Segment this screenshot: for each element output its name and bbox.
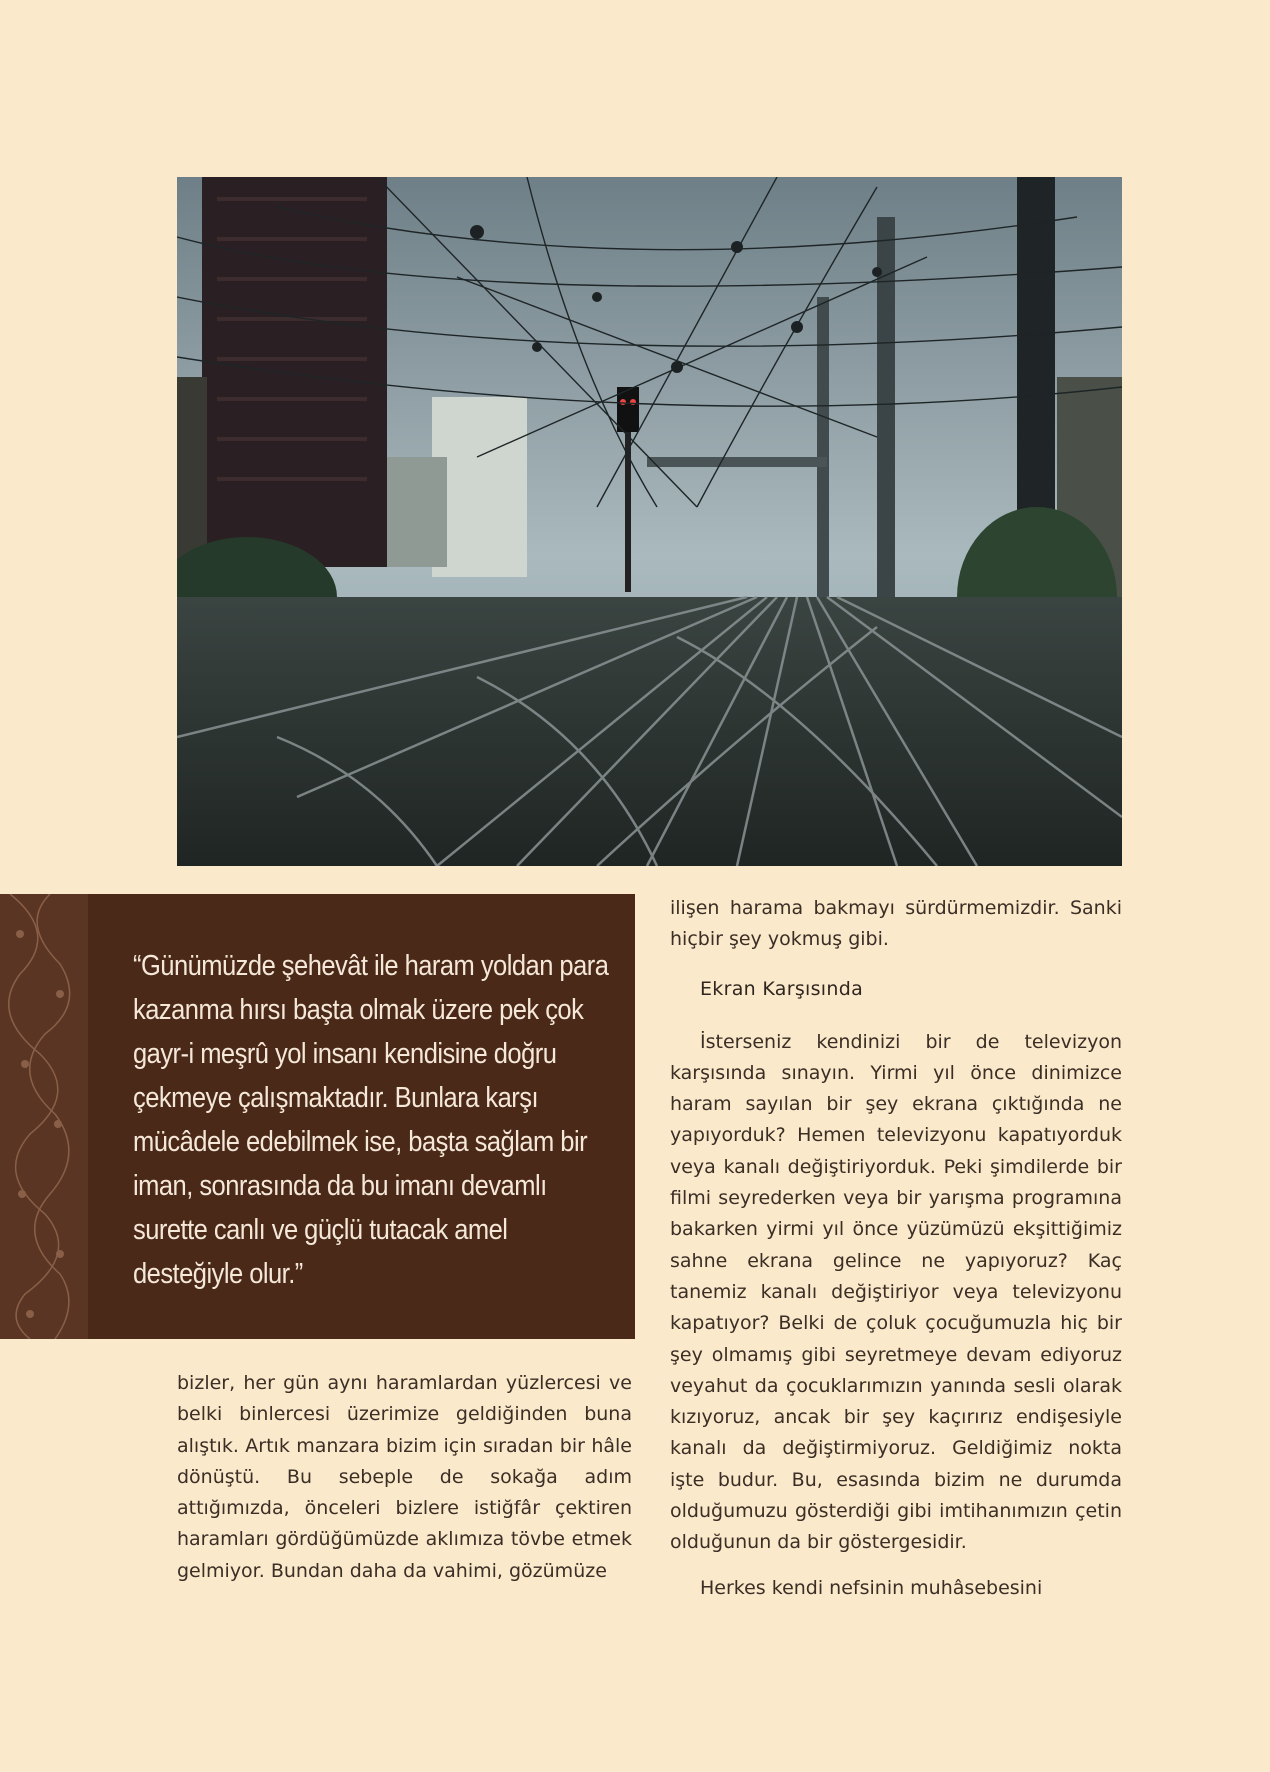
railway-illustration [177,177,1122,866]
right-paragraph-1: ilişen harama bakmayı sürdürmemizdir. Sanki hiçbir şey yokmuş gibi. [670,897,1122,951]
railway-photo [177,177,1122,866]
pull-quote-text: “Günümüzde şehevât ile haram yoldan para kazanma hırsı başta olmak üzere pek çok gayr-i meşrû yol insanı kendisine doğru çekmeye çalışmaktadır. Bunlara karşı mücâdele edebilmek ise, başta sağlam bir iman, sonrasında da bu imanı devamlı surette canlı ve güçlü tutacak amel desteğiyle olur.” [133,950,609,1290]
left-column [177,1368,632,1587]
pull-quote-box [0,894,635,1339]
right-paragraph-3: Herkes kendi nefsinin muhâsebesini [700,1576,1043,1599]
right-column [670,893,1122,1604]
right-paragraph-2: İsterseniz kendinizi bir de televizyon karşısında sınayın. Yirmi yıl önce dinimizce haram sayılan bir şey ekrana çıktığında ne yapıyorduk? Hemen televizyonu kapatıyorduk veya kanalı değiştiriyorduk. Peki şimdilerde bir filmi seyrederken veya bir yarışma programına bakarken yirmi yıl önce yüzümüzü ekşittiğimiz sahne ekrana gelince ne yapıyoruz? Kaç tanemiz kanalı değiştiriyor veya televizyonu kapatıyor? Belki de çoluk çocuğumuzla hiç bir şey olmamış gibi seyretmeye devam ediyoruz veyahut da çocuklarımızın yanında sesli olarak kızıyoruz, ancak bir şey kaçırırız endişesiyle kanalı da değiştirmiyoruz. Geldiğimiz nokta işte budur. Bu, esasında bizim ne durumda olduğumuzu gösterdiği gibi imtihanımızın çetin olduğunun da bir göstergesidir. [670,1030,1122,1554]
section-heading: Ekran Karşısında [700,977,864,1000]
left-paragraph: bizler, her gün aynı haramlardan yüzlercesi ve belki binlercesi üzerimize geldiğinden buna alıştık. Artık manzara bizim için sıradan bir hâle dönüştü. Bu sebeple de sokağa adım attığımızda, önceleri bizlere istiğfâr çektiren haramları gördüğümüzde aklımıza tövbe etmek gelmiyor. Bundan daha da vahimi, gözümüze [177,1372,632,1582]
floral-ornament-icon [0,894,88,1339]
